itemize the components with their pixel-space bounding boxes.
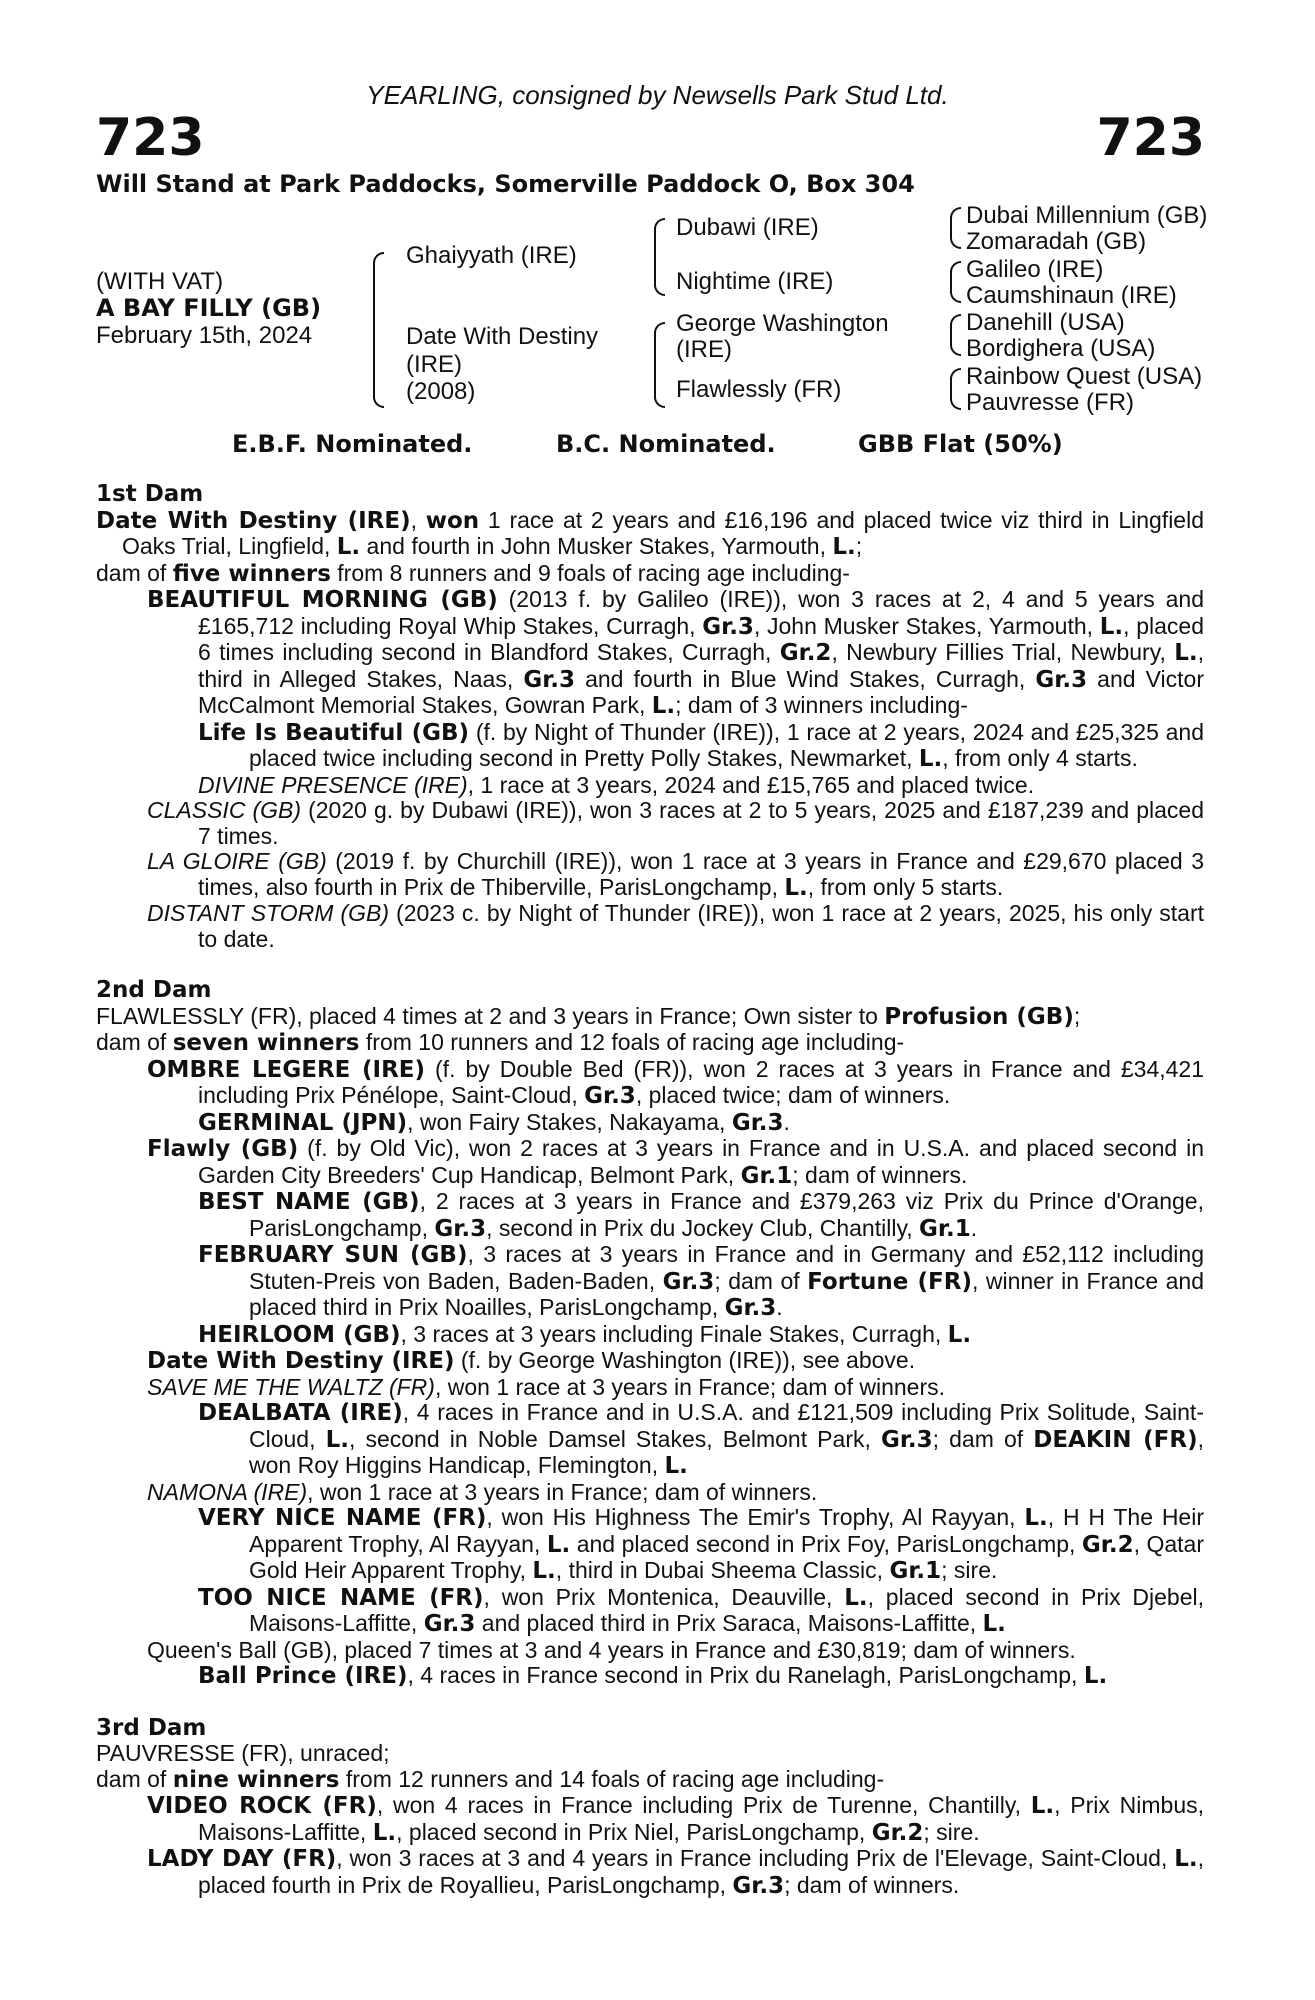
second-dam-heading: 2nd Dam	[96, 977, 212, 1003]
produce-entry: SAVE ME THE WALTZ (FR), won 1 race at 3 years in France; dam of winners.	[147, 1373, 946, 1400]
sdd: Caumshinaun (IRE)	[966, 282, 1177, 309]
produce-entry: VIDEO ROCK (FR), won 4 races in France including Prix de Turenne, Chantilly, L., Prix Nimbus, Maisons-Laffitte, L., placed second in Prix Niel, ParisLongchamp, Gr.2; sire.	[147, 1792, 1205, 1846]
produce-entry: LADY DAY (FR), won 3 races at 3 and 4 years in France including Prix de l'Elevage, Saint-Cloud, L., placed fourth in Prix de Royallieu, ParisLongchamp, Gr.3; dam of winners.	[147, 1845, 1204, 1899]
sds: Galileo (IRE)	[966, 256, 1104, 283]
lot-name: A BAY FILLY (GB)	[96, 294, 322, 322]
vat-note: (WITH VAT)	[96, 268, 224, 295]
produce-entry: Date With Destiny (IRE) (f. by George Washington (IRE)), see above.	[147, 1347, 916, 1374]
dam-produce-summary: dam of five winners from 8 runners and 9 foals of racing age including-	[96, 559, 850, 587]
consignor-line: YEARLING, consigned by Newsells Park Stud Ltd.	[366, 80, 949, 110]
dam-produce-summary: dam of seven winners from 10 runners and 12 foals of racing age including-	[96, 1029, 905, 1056]
produce-entry: HEIRLOOM (GB), 3 races at 3 years including Finale Stakes, Curragh, L.	[198, 1320, 972, 1348]
first-dam-heading: 1st Dam	[96, 481, 204, 507]
produce-entry: DEALBATA (IRE), 4 races in France and in U.S.A. and £121,509 including Prix Solitude, Saint-Cloud, L., second in Noble Damsel Stakes, Belmont Park, Gr.3; dam of DEAKIN (FR), won Roy Higgins Handicap, Flemington, L.	[198, 1399, 1205, 1479]
sire: Ghaiyyath (IRE)	[406, 242, 577, 269]
gbb-flat: GBB Flat (50%)	[858, 430, 1063, 458]
brace-ss	[950, 207, 961, 249]
lot-number-left: 723	[96, 108, 205, 168]
produce-entry: LA GLOIRE (GB) (2019 f. by Churchill (IRE)), won 1 race at 3 years in France and £29,670 placed 3 times, also fourth in Prix de Thiberville, ParisLongchamp, L., from only 5 starts.	[147, 848, 1204, 901]
dam-line-2: (IRE)	[406, 351, 462, 378]
dam-entry: Date With Destiny (IRE), won 1 race at 2 years and £16,196 and placed twice viz third in Lingfield Oaks Trial, Lingfield, L. and fourth in John Musker Stakes, Yarmouth, L.;	[96, 506, 1204, 560]
sss: Dubai Millennium (GB)	[966, 202, 1208, 229]
third-dam-heading: 3rd Dam	[96, 1714, 207, 1741]
produce-entry: GERMINAL (JPN), won Fairy Stakes, Nakayama, Gr.3.	[198, 1108, 790, 1136]
dam-sire-line-1: George Washington	[676, 310, 889, 337]
bc-nomination: B.C. Nominated.	[556, 430, 776, 458]
brace-dam	[654, 322, 665, 408]
dsd: Bordighera (USA)	[966, 335, 1156, 362]
dam-entry: FLAWLESSLY (FR), placed 4 times at 2 and 3 years in France; Own sister to Profusion (GB);	[96, 1002, 1081, 1030]
produce-entry: Life Is Beautiful (GB) (f. by Night of Thunder (IRE)), 1 race at 2 years, 2024 and £25,325 and placed twice including second in Pretty Polly Stakes, Newmarket, L., from only 4 starts.	[198, 718, 1204, 772]
stabling-location: Will Stand at Park Paddocks, Somerville Paddock O, Box 304	[96, 170, 915, 198]
produce-entry: Ball Prince (IRE), 4 races in France second in Prix du Ranelagh, ParisLongchamp, L.	[198, 1662, 1108, 1689]
brace-dd	[950, 368, 961, 410]
dam-sire-line-2: (IRE)	[676, 336, 732, 363]
ebf-nomination: E.B.F. Nominated.	[232, 430, 473, 458]
produce-entry: NAMONA (IRE), won 1 race at 3 years in France; dam of winners.	[147, 1478, 818, 1505]
produce-entry: BEST NAME (GB), 2 races at 3 years in France and £379,263 viz Prix du Prince d'Orange, ParisLongchamp, Gr.3, second in Prix du Jockey Club, Chantilly, Gr.1.	[198, 1188, 1204, 1242]
dss: Danehill (USA)	[966, 309, 1125, 336]
produce-entry: OMBRE LEGERE (IRE) (f. by Double Bed (FR)), won 2 races at 3 years in France and £34,421 including Prix Pénélope, Saint-Cloud, Gr.3, placed twice; dam of winners.	[147, 1055, 1205, 1109]
produce-entry: FEBRUARY SUN (GB), 3 races at 3 years in France and in Germany and £52,112 including Stuten-Preis von Baden, Baden-Baden, Gr.3; dam of Fortune (FR), winner in France and placed third in Prix Noailles, ParisLongchamp, Gr.3.	[198, 1241, 1205, 1321]
dam-entry: PAUVRESSE (FR), unraced;	[96, 1740, 390, 1766]
produce-entry: CLASSIC (GB) (2020 g. by Dubawi (IRE)), won 3 races at 2 to 5 years, 2025 and £187,239 and placed 7 times.	[147, 797, 1204, 849]
brace-sire	[654, 218, 665, 296]
sire-sire: Dubawi (IRE)	[676, 214, 819, 241]
produce-entry: BEAUTIFUL MORNING (GB) (2013 f. by Galileo (IRE)), won 3 races at 2, 4 and 5 years and £165,712 including Royal Whip Stakes, Curragh, Gr.3, John Musker Stakes, Yarmouth, L., placed 6 times including second in Blandford Stakes, Curragh, Gr.2, Newbury Fillies Trial, Newbury, L., third in Alleged Stakes, Naas, Gr.3 and fourth in Blue Wind Stakes, Curragh, Gr.3 and Victor McCalmont Memorial Stakes, Gowran Park, L.; dam of 3 winners including-	[147, 586, 1205, 719]
foaling-date: February 15th, 2024	[96, 322, 313, 349]
dam-line-3: (2008)	[406, 378, 476, 405]
catalogue-body	[96, 482, 1204, 1899]
brace-main	[373, 252, 384, 408]
produce-entry: DISTANT STORM (GB) (2023 c. by Night of Thunder (IRE)), won 1 race at 2 years, 2025, his only start to date.	[147, 900, 1204, 952]
produce-entry: Flawly (GB) (f. by Old Vic), won 2 races at 3 years in France and in U.S.A. and placed second in Garden City Breeders' Cup Handicap, Belmont Park, Gr.1; dam of winners.	[147, 1135, 1204, 1189]
dam-line-1: Date With Destiny	[406, 323, 599, 350]
produce-entry: Queen's Ball (GB), placed 7 times at 3 and 4 years in France and £30,819; dam of winners.	[147, 1636, 1076, 1663]
ddd: Pauvresse (FR)	[966, 389, 1135, 416]
produce-entry: TOO NICE NAME (FR), won Prix Montenica, Deauville, L., placed second in Prix Djebel, Maisons-Laffitte, Gr.3 and placed third in Prix Saraca, Maisons-Laffitte, L.	[198, 1583, 1204, 1637]
dam-dam: Flawlessly (FR)	[676, 376, 842, 403]
lot-number-right: 723	[1096, 108, 1205, 168]
produce-entry: VERY NICE NAME (FR), won His Highness The Emir's Trophy, Al Rayyan, L., H H The Heir Apparent Trophy, Al Rayyan, L. and placed second in Prix Foy, ParisLongchamp, Gr.2, Qatar Gold Heir Apparent Trophy, L., third in Dubai Sheema Classic, Gr.1; sire.	[198, 1504, 1205, 1584]
brace-sd	[950, 261, 961, 303]
ssd: Zomaradah (GB)	[966, 228, 1147, 255]
brace-ds	[950, 314, 961, 356]
produce-entry: DIVINE PRESENCE (IRE), 1 race at 3 years, 2024 and £15,765 and placed twice.	[198, 771, 1035, 798]
sire-dam: Nightime (IRE)	[676, 268, 834, 295]
dds: Rainbow Quest (USA)	[966, 363, 1203, 390]
dam-produce-summary: dam of nine winners from 12 runners and 14 foals of racing age including-	[96, 1765, 885, 1793]
